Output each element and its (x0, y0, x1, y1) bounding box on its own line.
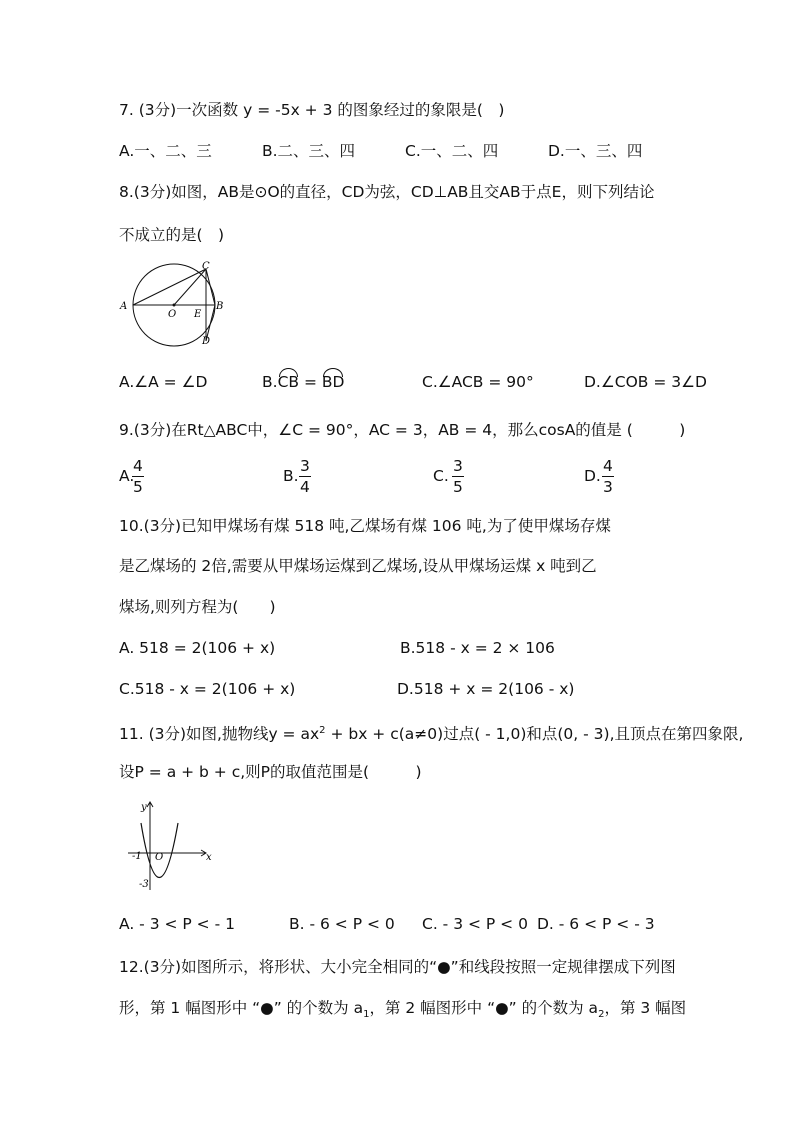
q12-subscript-2: 2 (598, 1009, 605, 1021)
q9-option-c-denominator: 5 (453, 478, 463, 496)
q11-label-neg1: -1 (132, 851, 142, 862)
q9-stem: 9.(3分)在Rt△ABC中，∠C = 90°，AC = 3，AB = 4，那么cosA的值是 ( ) (119, 421, 686, 439)
q8-arc-cb: CB (277, 373, 300, 391)
q8-circle-figure (116, 258, 228, 350)
q9-option-c-fraction (452, 456, 464, 497)
q11-line1 (119, 721, 743, 744)
q11-line2: 设P = a + b + c,则P的取值范围是( ) (119, 763, 422, 781)
q11-label-x: x (206, 852, 212, 863)
q7-option-d: D.一、三、四 (548, 142, 643, 160)
q11-label-neg3: -3 (139, 879, 149, 890)
q12-line2-part-a: 形，第 1 幅图形中 “●” 的个数为 a (119, 999, 364, 1017)
q12-line1: 12.(3分)如图所示，将形状、大小完全相同的“●”和线段按照一定规律摆成下列图 (119, 958, 676, 976)
q8-stem-line2: 不成立的是( ) (119, 226, 225, 244)
q8-label-a: A (120, 301, 128, 312)
q11-line1-start: 11. (3分)如图,抛物线y = ax (119, 725, 320, 744)
q11-line1-end: + bx + c(a≠0)过点( - 1,0)和点(0, - 3),且顶点在第四象限, (325, 725, 744, 744)
q11-label-y: y (141, 802, 147, 813)
q11-exponent: 2 (319, 725, 326, 736)
q7-option-a: A.一、二、三 (119, 142, 212, 160)
q7-option-b: B.二、三、四 (262, 142, 356, 160)
q11-parabola-figure (120, 798, 220, 896)
q10-option-d: D.518 + x = 2(106 - x) (397, 680, 575, 698)
q9-option-d-denominator: 3 (603, 478, 613, 496)
q7-option-c: C.一、二、四 (405, 142, 499, 160)
q8-stem-line1: 8.(3分)如图，AB是⊙O的直径，CD为弦，CD⊥AB且交AB于点E，则下列结论 (119, 183, 655, 201)
q12-line2-part-b: ，第 2 幅图形中 “●” 的个数为 a (369, 999, 599, 1017)
q12-subscript-1: 1 (363, 1009, 370, 1021)
q11-option-d: D. - 6 < P < - 3 (537, 915, 655, 933)
q9-option-b-numerator: 3 (300, 457, 310, 475)
q8-label-e: E (194, 309, 202, 320)
q8-option-b (262, 372, 344, 392)
q9-option-b-denominator: 4 (300, 478, 310, 496)
q9-option-a-fraction (132, 456, 144, 497)
q8-label-o: O (168, 309, 177, 320)
q8-option-a: A.∠A = ∠D (119, 373, 208, 391)
q10-option-a: A. 518 = 2(106 + x) (119, 639, 276, 657)
q10-option-c: C.518 - x = 2(106 + x) (119, 680, 296, 698)
q9-option-d-numerator: 4 (603, 457, 613, 475)
q9-option-a-label: A. (119, 467, 135, 485)
q9-option-c-label: C. (433, 467, 449, 485)
q9-option-b-label: B. (283, 467, 299, 485)
q11-option-b: B. - 6 < P < 0 (289, 915, 395, 933)
q8-arc-bd: BD (321, 373, 345, 391)
q7-stem: 7. (3分)一次函数 y = -5x + 3 的图象经过的象限是( ) (119, 101, 505, 119)
q11-option-c: C. - 3 < P < 0 (422, 915, 528, 933)
q9-option-c-numerator: 3 (453, 457, 463, 475)
q11-option-a: A. - 3 < P < - 1 (119, 915, 235, 933)
q10-line3: 煤场,则列方程为( ) (119, 598, 276, 616)
q8-option-d: D.∠COB = 3∠D (584, 373, 707, 391)
q8-label-d: D (202, 336, 211, 347)
q8-label-b: B (216, 301, 224, 312)
q12-line2-part-c: ，第 3 幅图 (604, 999, 687, 1017)
q9-option-d-fraction (602, 456, 614, 497)
q9-option-a-numerator: 4 (133, 457, 143, 475)
q9-option-a-denominator: 5 (133, 478, 143, 496)
q11-label-o: O (155, 852, 164, 863)
q10-line1: 10.(3分)已知甲煤场有煤 518 吨,乙煤场有煤 106 吨,为了使甲煤场存煤 (119, 517, 611, 535)
q8-option-b-equals: = (299, 373, 322, 391)
q8-option-b-prefix: B. (262, 373, 278, 391)
q8-option-c: C.∠ACB = 90° (422, 373, 534, 391)
q12-line2 (119, 998, 686, 1025)
q9-option-d-label: D. (584, 467, 601, 485)
q10-option-b: B.518 - x = 2 × 106 (400, 639, 555, 657)
q9-option-b-fraction (299, 456, 311, 497)
q10-line2: 是乙煤场的 2倍,需要从甲煤场运煤到乙煤场,设从甲煤场运煤 x 吨到乙 (119, 557, 597, 575)
q8-label-c: C (202, 261, 210, 272)
